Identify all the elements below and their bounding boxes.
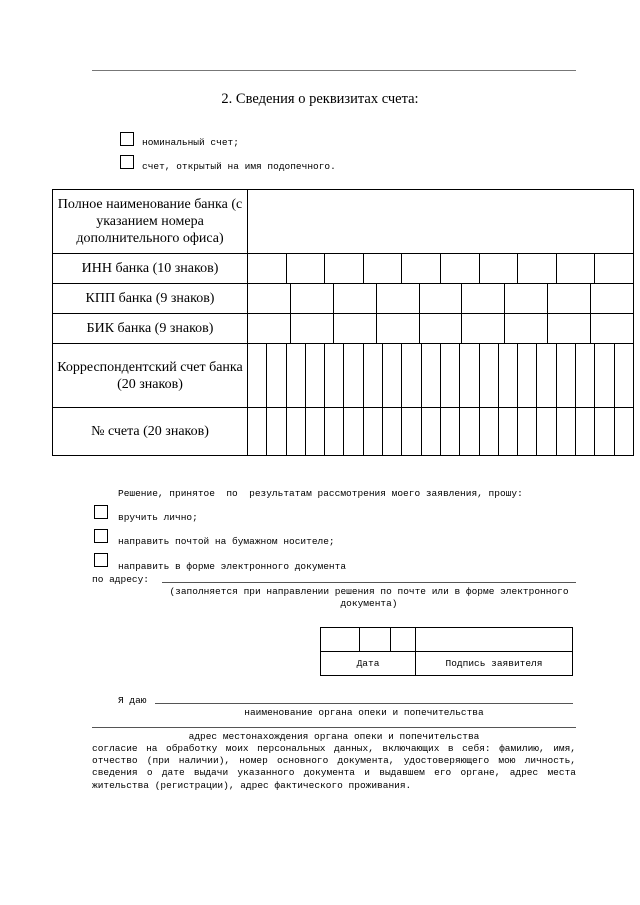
digit-cell[interactable] xyxy=(248,254,286,283)
digit-cell[interactable] xyxy=(286,344,305,407)
consent-text: согласие на обработку моих персональных данных, включающих в себя: фамилию, имя, отчество (при наличии), номер основного документа, удостоверяющего мою личность, сведения о дате выдачи указанного документа и выдавшем его органе, адрес места жительства (регистрации), адрес фактического проживания. xyxy=(92,743,576,791)
digit-cell[interactable] xyxy=(333,284,376,313)
digit-cell[interactable] xyxy=(343,344,362,407)
ward-account-label: счет, открытый на имя подопечного. xyxy=(142,161,336,172)
digit-cell[interactable] xyxy=(419,314,462,343)
digit-cell[interactable] xyxy=(479,254,518,283)
digit-cell[interactable] xyxy=(440,344,459,407)
digit-cell[interactable] xyxy=(382,344,401,407)
digit-cell[interactable] xyxy=(363,254,402,283)
digit-cell[interactable] xyxy=(590,314,633,343)
organ-address-hint: адрес местонахождения органа опеки и попечительства xyxy=(188,731,480,742)
digit-cell[interactable] xyxy=(401,408,420,455)
date-month-field[interactable] xyxy=(360,628,391,652)
digit-cell[interactable] xyxy=(594,254,633,283)
digit-cell[interactable] xyxy=(517,254,556,283)
digit-cell[interactable] xyxy=(594,408,613,455)
digit-cell[interactable] xyxy=(498,408,517,455)
address-hint: (заполняется при направлении решения по почте или в форме электронного документа) xyxy=(169,586,569,609)
digit-cell[interactable] xyxy=(401,344,420,407)
bank-details-table xyxy=(52,189,634,456)
digit-cell[interactable] xyxy=(479,408,498,455)
digit-cell[interactable] xyxy=(376,314,419,343)
deliver-personally-checkbox[interactable] xyxy=(94,505,108,519)
table-row xyxy=(53,254,634,284)
organ-name-hint: наименование органа опеки и попечительства xyxy=(244,707,484,718)
digit-cell[interactable] xyxy=(286,408,305,455)
account-number-label: № счета (20 знаков) xyxy=(53,408,248,456)
digit-cell[interactable] xyxy=(266,344,285,407)
table-row xyxy=(53,344,634,408)
section-title: 2. Сведения о реквизитах счета: xyxy=(221,91,419,107)
table-row xyxy=(53,190,634,254)
digit-cell[interactable] xyxy=(536,344,555,407)
send-by-mail-label: направить почтой на бумажном носителе; xyxy=(118,536,335,547)
digit-cell[interactable] xyxy=(614,344,633,407)
bank-name-field[interactable] xyxy=(248,190,634,254)
consent-prefix: Я даю xyxy=(118,695,147,706)
digit-cell[interactable] xyxy=(286,254,325,283)
bank-name-label: Полное наименование банка (с указанием номера дополнительного офиса) xyxy=(53,190,248,254)
table-row xyxy=(53,408,634,456)
signature-field[interactable] xyxy=(416,628,573,652)
signature-table xyxy=(320,627,573,676)
digit-cell[interactable] xyxy=(401,254,440,283)
address-label: по адресу: xyxy=(92,574,150,585)
bik-cells[interactable] xyxy=(248,314,634,344)
top-rule xyxy=(92,70,576,71)
digit-cell[interactable] xyxy=(547,284,590,313)
digit-cell[interactable] xyxy=(343,408,362,455)
digit-cell[interactable] xyxy=(498,344,517,407)
digit-cell[interactable] xyxy=(324,344,343,407)
signature-label: Подпись заявителя xyxy=(416,652,573,676)
digit-cell[interactable] xyxy=(590,284,633,313)
inn-label: ИНН банка (10 знаков) xyxy=(53,254,248,284)
corr-account-label: Корреспондентский счет банка (20 знаков) xyxy=(53,344,248,408)
digit-cell[interactable] xyxy=(382,408,401,455)
send-by-mail-checkbox[interactable] xyxy=(94,529,108,543)
deliver-personally-label: вручить лично; xyxy=(118,512,198,523)
digit-cell[interactable] xyxy=(547,314,590,343)
digit-cell[interactable] xyxy=(440,254,479,283)
digit-cell[interactable] xyxy=(248,284,290,313)
digit-cell[interactable] xyxy=(536,408,555,455)
digit-cell[interactable] xyxy=(333,314,376,343)
digit-cell[interactable] xyxy=(459,344,478,407)
digit-cell[interactable] xyxy=(556,254,595,283)
digit-cell[interactable] xyxy=(419,284,462,313)
decision-intro: Решение, принятое по результатам рассмотрения моего заявления, прошу: xyxy=(118,488,523,499)
digit-cell[interactable] xyxy=(504,314,547,343)
send-electronic-label: направить в форме электронного документа xyxy=(118,561,347,572)
digit-cell[interactable] xyxy=(305,408,324,455)
bik-label: БИК банка (9 знаков) xyxy=(53,314,248,344)
date-year-field[interactable] xyxy=(391,628,416,652)
digit-cell[interactable] xyxy=(421,344,440,407)
digit-cell[interactable] xyxy=(440,408,459,455)
date-day-field[interactable] xyxy=(321,628,360,652)
date-label: Дата xyxy=(321,652,416,676)
address-input-line[interactable] xyxy=(162,582,576,583)
digit-cell[interactable] xyxy=(575,344,594,407)
digit-cell[interactable] xyxy=(290,314,333,343)
table-row xyxy=(53,314,634,344)
digit-cell[interactable] xyxy=(248,408,266,455)
digit-cell[interactable] xyxy=(266,408,285,455)
account-number-cells[interactable] xyxy=(248,408,634,456)
kpp-label: КПП банка (9 знаков) xyxy=(53,284,248,314)
digit-cell[interactable] xyxy=(421,408,440,455)
digit-cell[interactable] xyxy=(363,344,382,407)
digit-cell[interactable] xyxy=(517,408,536,455)
digit-cell[interactable] xyxy=(504,284,547,313)
digit-cell[interactable] xyxy=(305,344,324,407)
organ-address-input-line[interactable] xyxy=(92,727,576,728)
digit-cell[interactable] xyxy=(517,344,536,407)
digit-cell[interactable] xyxy=(479,344,498,407)
nominal-account-checkbox[interactable] xyxy=(120,132,134,146)
digit-cell[interactable] xyxy=(556,408,575,455)
digit-cell[interactable] xyxy=(376,284,419,313)
digit-cell[interactable] xyxy=(248,344,266,407)
kpp-cells[interactable] xyxy=(248,284,634,314)
digit-cell[interactable] xyxy=(290,284,333,313)
table-row xyxy=(53,284,634,314)
digit-cell[interactable] xyxy=(461,284,504,313)
digit-cell[interactable] xyxy=(594,344,613,407)
digit-cell[interactable] xyxy=(556,344,575,407)
digit-cell[interactable] xyxy=(324,408,343,455)
inn-cells[interactable] xyxy=(248,254,634,284)
digit-cell[interactable] xyxy=(614,408,633,455)
digit-cell[interactable] xyxy=(324,254,363,283)
digit-cell[interactable] xyxy=(459,408,478,455)
send-electronic-checkbox[interactable] xyxy=(94,553,108,567)
digit-cell[interactable] xyxy=(363,408,382,455)
ward-account-checkbox[interactable] xyxy=(120,155,134,169)
corr-account-cells[interactable] xyxy=(248,344,634,408)
digit-cell[interactable] xyxy=(248,314,290,343)
organ-name-input-line[interactable] xyxy=(155,703,573,704)
digit-cell[interactable] xyxy=(575,408,594,455)
digit-cell[interactable] xyxy=(461,314,504,343)
nominal-account-label: номинальный счет; xyxy=(142,137,239,148)
